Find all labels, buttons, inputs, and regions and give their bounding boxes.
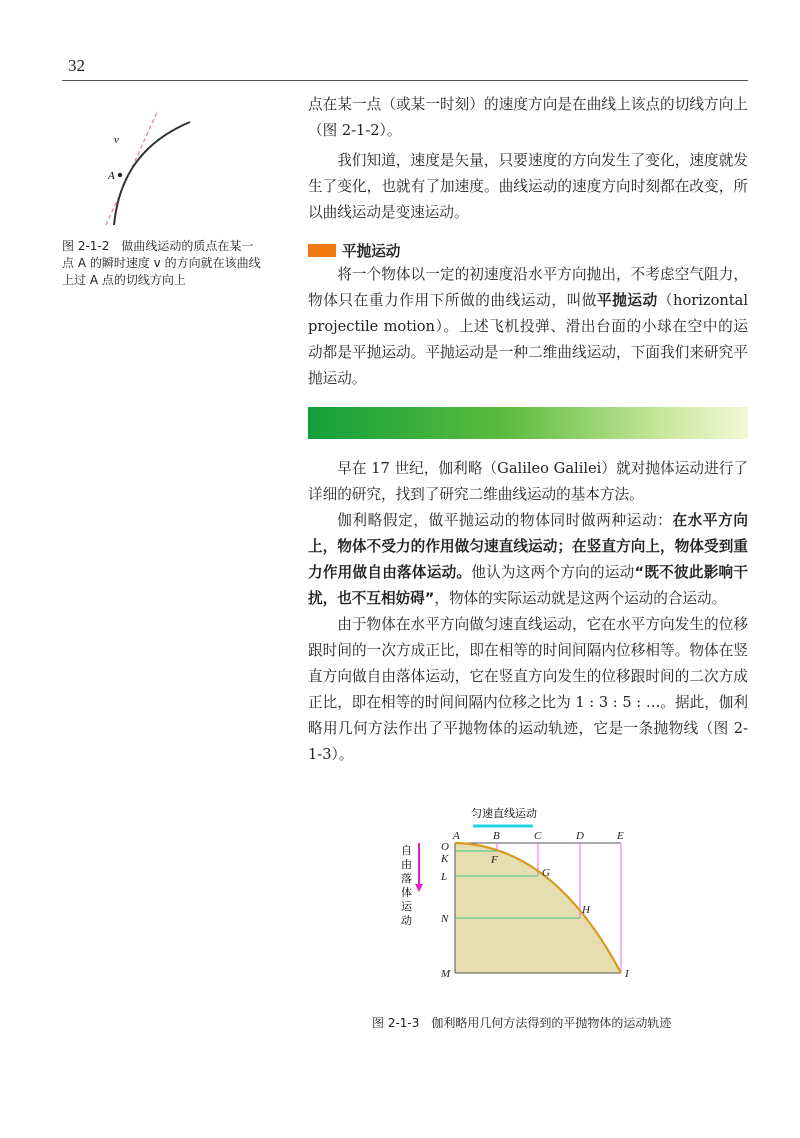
- section-banner: [308, 407, 748, 439]
- galileo-para-2: 伽利略假定，做平抛运动的物体同时做两种运动：在水平方向上，物体不受力的作用做匀速直线运动；在竖直方向上，物体受到重力作用做自由落体运动。他认为这两个方向的运动“既不彼此影响干扰，也不互相妨碍”，物体的实际运动就是这两个运动的合运动。: [308, 512, 748, 607]
- figure-2-1-3-caption: 图 2-1-3 伽利略用几何方法得到的平抛物体的运动轨迹: [372, 1016, 672, 1030]
- figure-2-1-3: [395, 800, 655, 995]
- point-a-dot: [118, 173, 122, 177]
- svg-text:落: 落: [401, 872, 412, 885]
- intro-section: [308, 92, 748, 226]
- svg-text:由: 由: [401, 858, 412, 871]
- label-a: A: [453, 830, 460, 842]
- heading-projectile: [308, 240, 400, 261]
- svg-text:运: 运: [401, 900, 412, 913]
- svg-text:动: 动: [401, 914, 412, 927]
- intro-para-2: 我们知道，速度是矢量，只要速度的方向发生了变化，速度就发生了变化，也就有了加速度。曲线运动的速度方向时刻都在改变，所以曲线运动是变速运动。: [308, 152, 748, 221]
- label-a: A: [108, 170, 115, 182]
- intro-para-1: 点在某一点（或某一时刻）的速度方向是在曲线上该点的切线方向上（图 2-1-2）。: [308, 96, 748, 139]
- label-e: E: [617, 830, 624, 842]
- label-l: L: [441, 871, 448, 883]
- label-k: K: [441, 853, 449, 865]
- svg-text:体: 体: [401, 886, 412, 899]
- galileo-para-1: 早在 17 世纪，伽利略（Galileo Galilei）就对抛体运动进行了详细的研究，找到了研究二维曲线运动的基本方法。: [308, 460, 748, 503]
- figure-2-1-2-caption: 图 2-1-2 做曲线运动的质点在某一 点 A 的瞬时速度 v 的方向就在该曲线 上过 A 点的切线方向上: [62, 239, 261, 287]
- figure-2-1-2: [80, 100, 280, 230]
- label-o: O: [441, 841, 449, 853]
- label-f: F: [491, 854, 498, 866]
- label-m: M: [441, 968, 451, 980]
- heading-projectile-text: 平抛运动: [342, 243, 401, 260]
- label-b: B: [493, 830, 500, 842]
- projectile-section: [308, 262, 748, 392]
- label-n: N: [441, 913, 449, 925]
- header-rule: [62, 80, 748, 81]
- galileo-section: [308, 456, 748, 768]
- label-g: G: [542, 867, 550, 879]
- label-v: v: [114, 134, 119, 146]
- svg-text:自: 自: [401, 844, 412, 857]
- label-h: H: [582, 904, 590, 916]
- projectile-para-1: 将一个物体以一定的初速度沿水平方向抛出，不考虑空气阻力，物体只在重力作用下所做的曲线运动，叫做平抛运动（horizontal projectile motion）。上述飞机投弹、滑出台面的小球在空中的运动都是平抛运动。平抛运动是一种二维曲线运动，下面我们来研究平抛运动。: [308, 266, 748, 387]
- free-fall-label: [401, 844, 413, 927]
- galileo-para-3: 由于物体在水平方向做匀速直线运动，它在水平方向发生的位移跟时间的一次方成正比，即在相等的时间间隔内位移相等。物体在竖直方向做自由落体运动，它在竖直方向发生的位移跟时间的二次方成正比，即在相等的时间间隔内位移之比为 1 : 3 : 5 : …。据此，伽利略用几何方法作出了平抛物体的运动轨迹，它是一条抛物线（图 2-1-3）。: [308, 616, 748, 763]
- page-number: 32: [68, 56, 85, 75]
- uniform-motion-label: 匀速直线运动: [471, 807, 537, 820]
- label-i: I: [625, 968, 629, 980]
- label-d: D: [576, 830, 584, 842]
- curve-path: [114, 122, 190, 225]
- free-fall-arrow-head: [415, 884, 423, 892]
- heading-marker: [308, 244, 336, 257]
- label-c: C: [534, 830, 542, 842]
